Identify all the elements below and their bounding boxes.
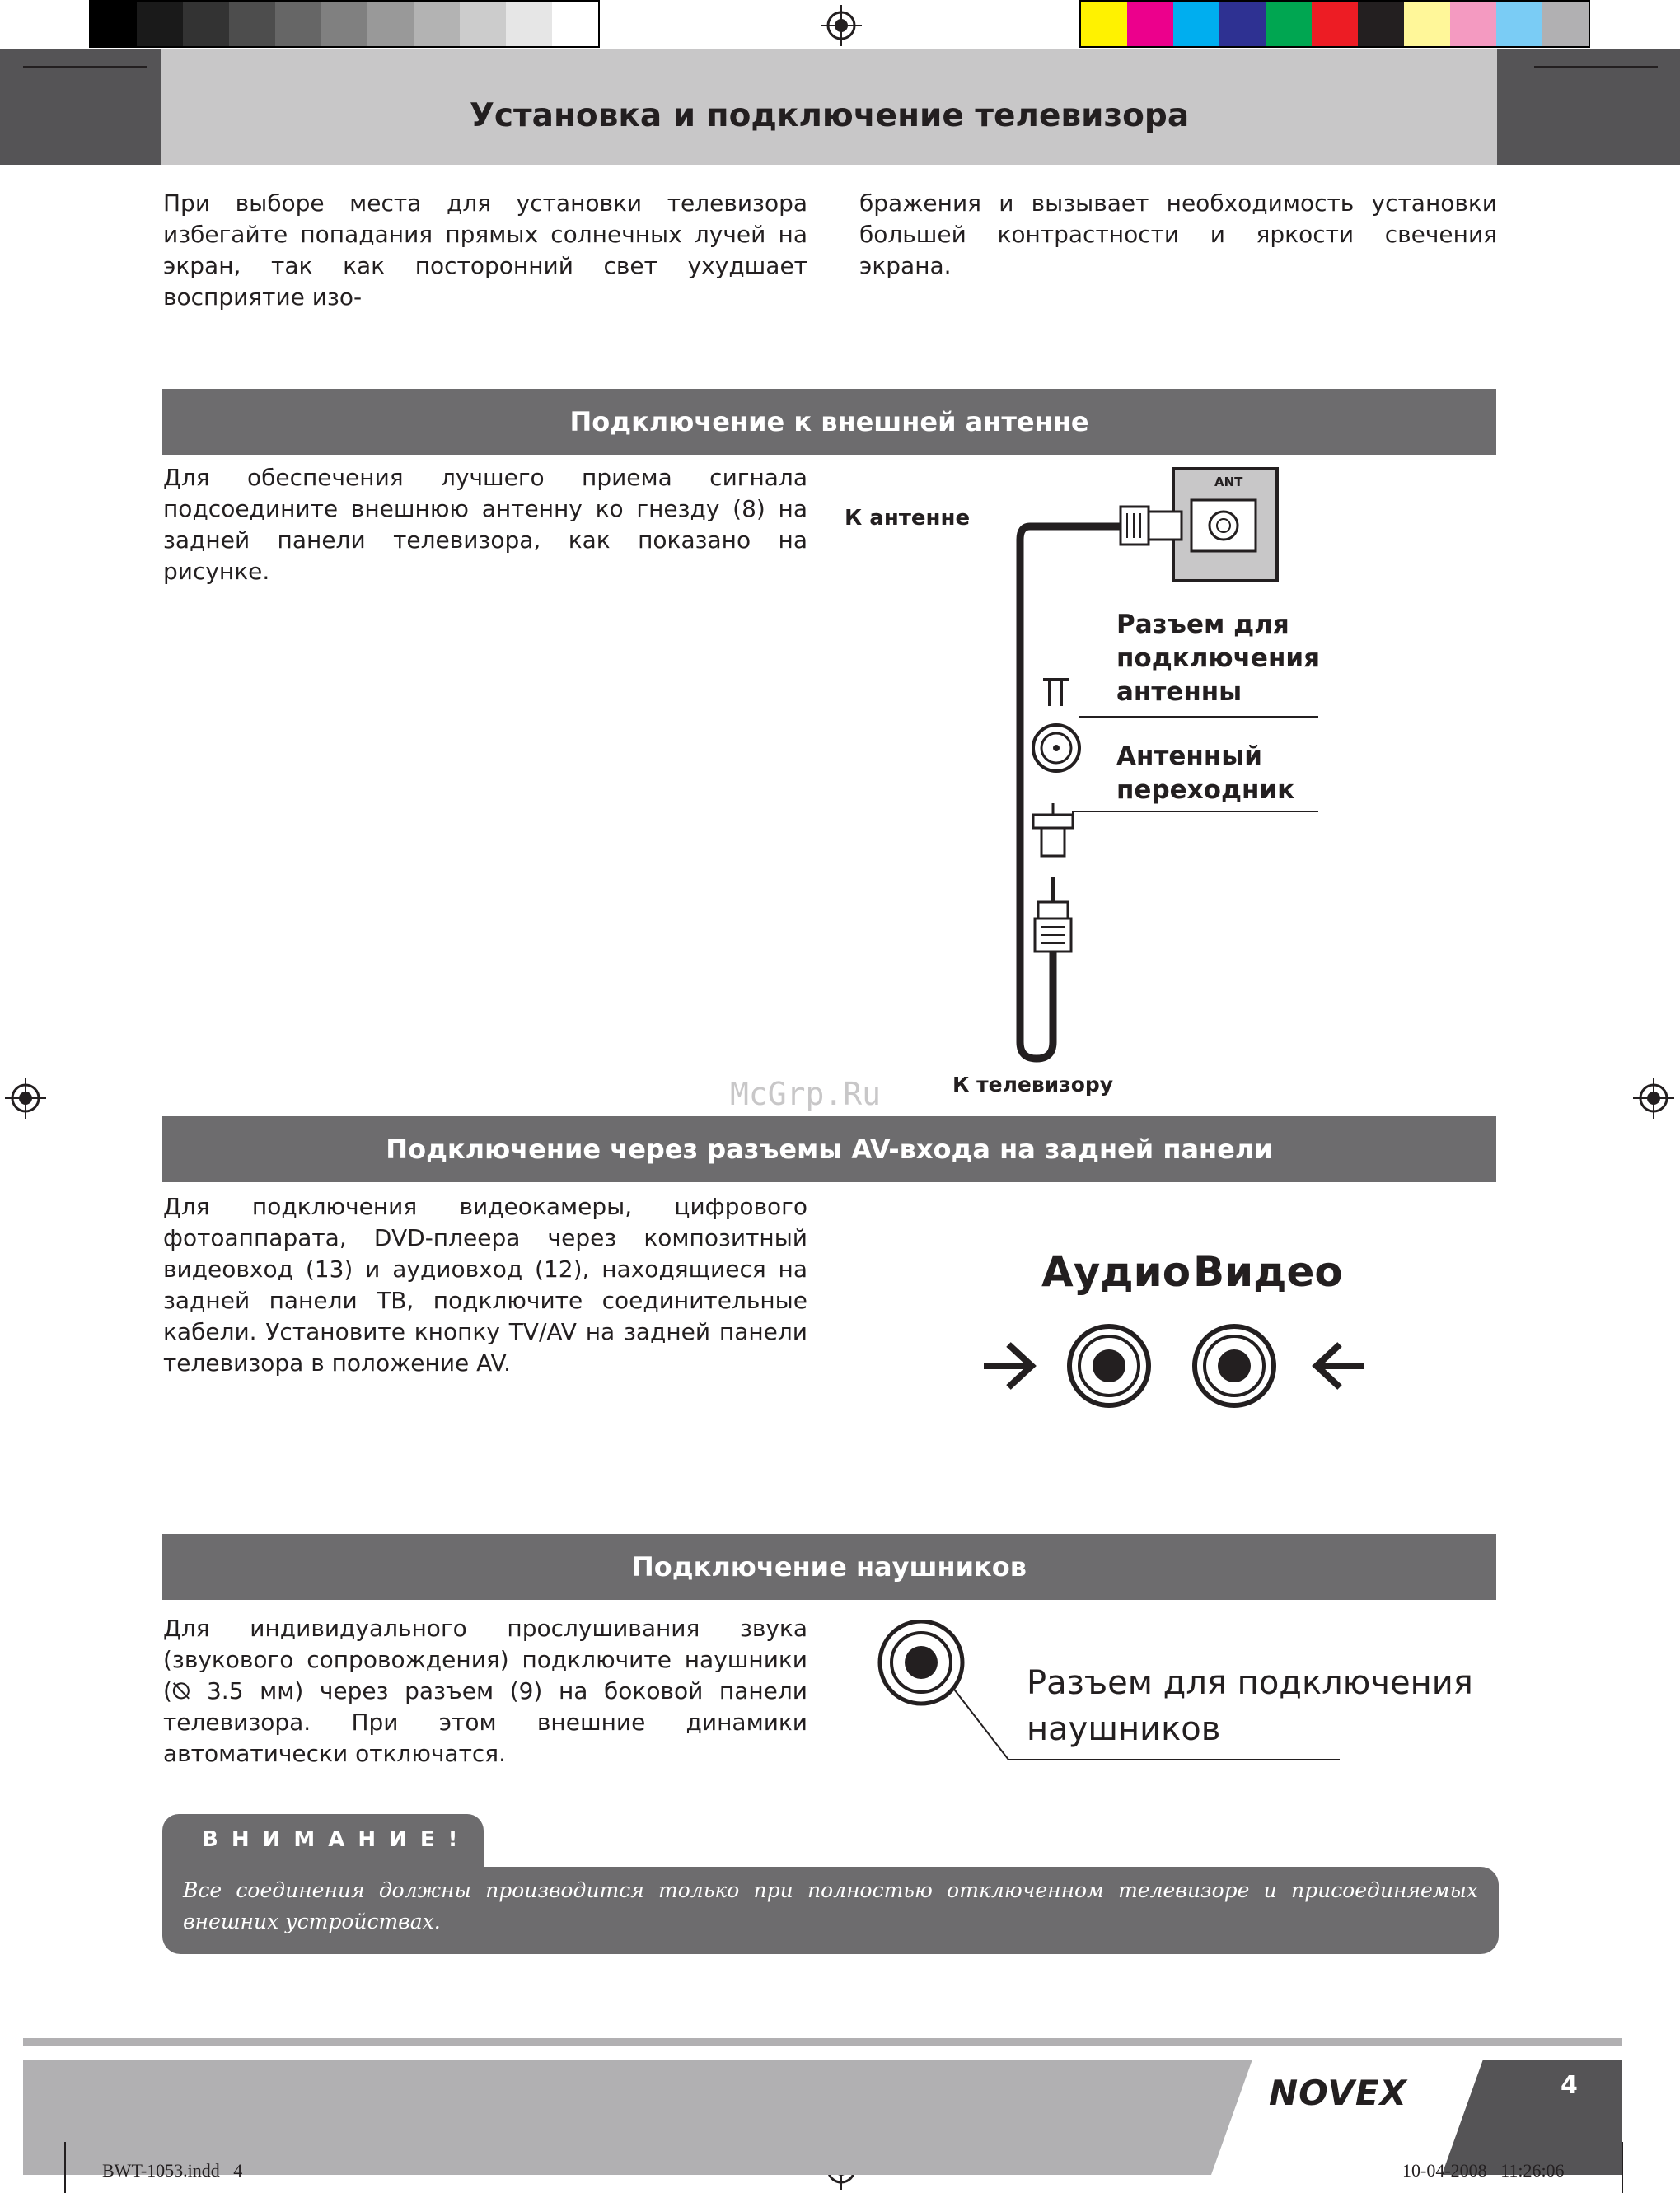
footer-rule [23, 2038, 1622, 2046]
label-headphone-jack [1027, 1660, 1473, 1752]
arrow-right-icon [984, 1344, 1032, 1387]
label-antenna-socket-line: антенны [1116, 677, 1242, 707]
slug-left: BWT-1053.indd 4 [102, 2160, 243, 2181]
intro-text-right: бражения и вызывает необходимость установки большей контрастности и яркости свечения экрана. [859, 189, 1497, 279]
label-headphone-jack-line: Разъем для подключения [1027, 1664, 1473, 1702]
headphone-jack-icon [880, 1621, 962, 1704]
audio-jack-icon [1069, 1326, 1149, 1405]
brand-logo: NOVEX [1269, 2073, 1407, 2113]
watermark: McGrp.Ru [730, 1076, 882, 1112]
page-number: 4 [1561, 2071, 1578, 2100]
section-heading-antenna: Подключение к внешней антенне [162, 389, 1496, 455]
av-connectors-diagram [972, 1318, 1384, 1417]
av-text: Для подключения видеокамеры, цифрового фотоаппарата, DVD-плеера через композитный видеовход (13) и аудиовход (12), находящиеся на задней панели ТВ, подключите соединительные кабели. Установите кнопку TV/AV на задней панели телевизора в положение AV. [163, 1193, 807, 1377]
crop-mark [1622, 2142, 1623, 2193]
section-heading-av: Подключение через разъемы AV-входа на задней панели [162, 1116, 1496, 1182]
label-antenna-adapter-line: Антенный [1116, 741, 1262, 771]
label-antenna-socket [1116, 608, 1320, 709]
headphones-text: Для индивидуального прослушивания звука (звукового сопровождения) подключите наушники (⦰ 3.5 мм) через разъем (9) на боковой панели телевизора. При этом внешние динамики автоматически отключатся. [163, 1615, 807, 1767]
registration-mark-left [5, 1078, 46, 1119]
label-audio: Аудио [1041, 1248, 1191, 1296]
video-jack-icon [1195, 1326, 1274, 1405]
label-video: Видео [1193, 1248, 1343, 1296]
ant-label: ANT [1214, 475, 1243, 489]
section-heading-headphones: Подключение наушников [162, 1534, 1496, 1600]
label-antenna-adapter [1116, 740, 1294, 807]
label-antenna-socket-line: подключения [1116, 643, 1320, 673]
crop-mark [23, 66, 147, 68]
registration-mark-top [821, 5, 862, 46]
intro-text-left: При выборе места для установки телевизора избегайте попадания прямых солнечных лучей на экран, так как посторонний свет ухудшает восприятие изо- [163, 189, 807, 311]
warning-title: ВНИМАНИЕ! [202, 1827, 471, 1852]
registration-mark-right [1633, 1078, 1674, 1119]
crop-mark [1534, 66, 1658, 68]
label-antenna-socket-line: Разъем для [1116, 610, 1289, 639]
label-headphone-jack-line: наушников [1027, 1710, 1221, 1748]
page-title: Установка и подключение телевизора [469, 97, 1190, 134]
label-antenna-adapter-line: переходник [1116, 775, 1295, 805]
antenna-text: Для обеспечения лучшего приема сигнала подсоедините внешнюю антенну ко гнезду (8) на задней панели телевизора, как показано на рисунке. [163, 464, 807, 585]
label-to-antenna: К антенне [845, 506, 971, 531]
warning-text: Все соединения должны производится только при полностью отключенном телевизоре и присоединяемых внешних устройствах. [183, 1878, 1478, 1933]
crop-mark [64, 2142, 66, 2193]
label-to-tv: К телевизору [952, 1073, 1114, 1096]
arrow-left-icon [1317, 1344, 1364, 1387]
slug-right: 10-04-2008 11:26:06 [1402, 2160, 1565, 2181]
